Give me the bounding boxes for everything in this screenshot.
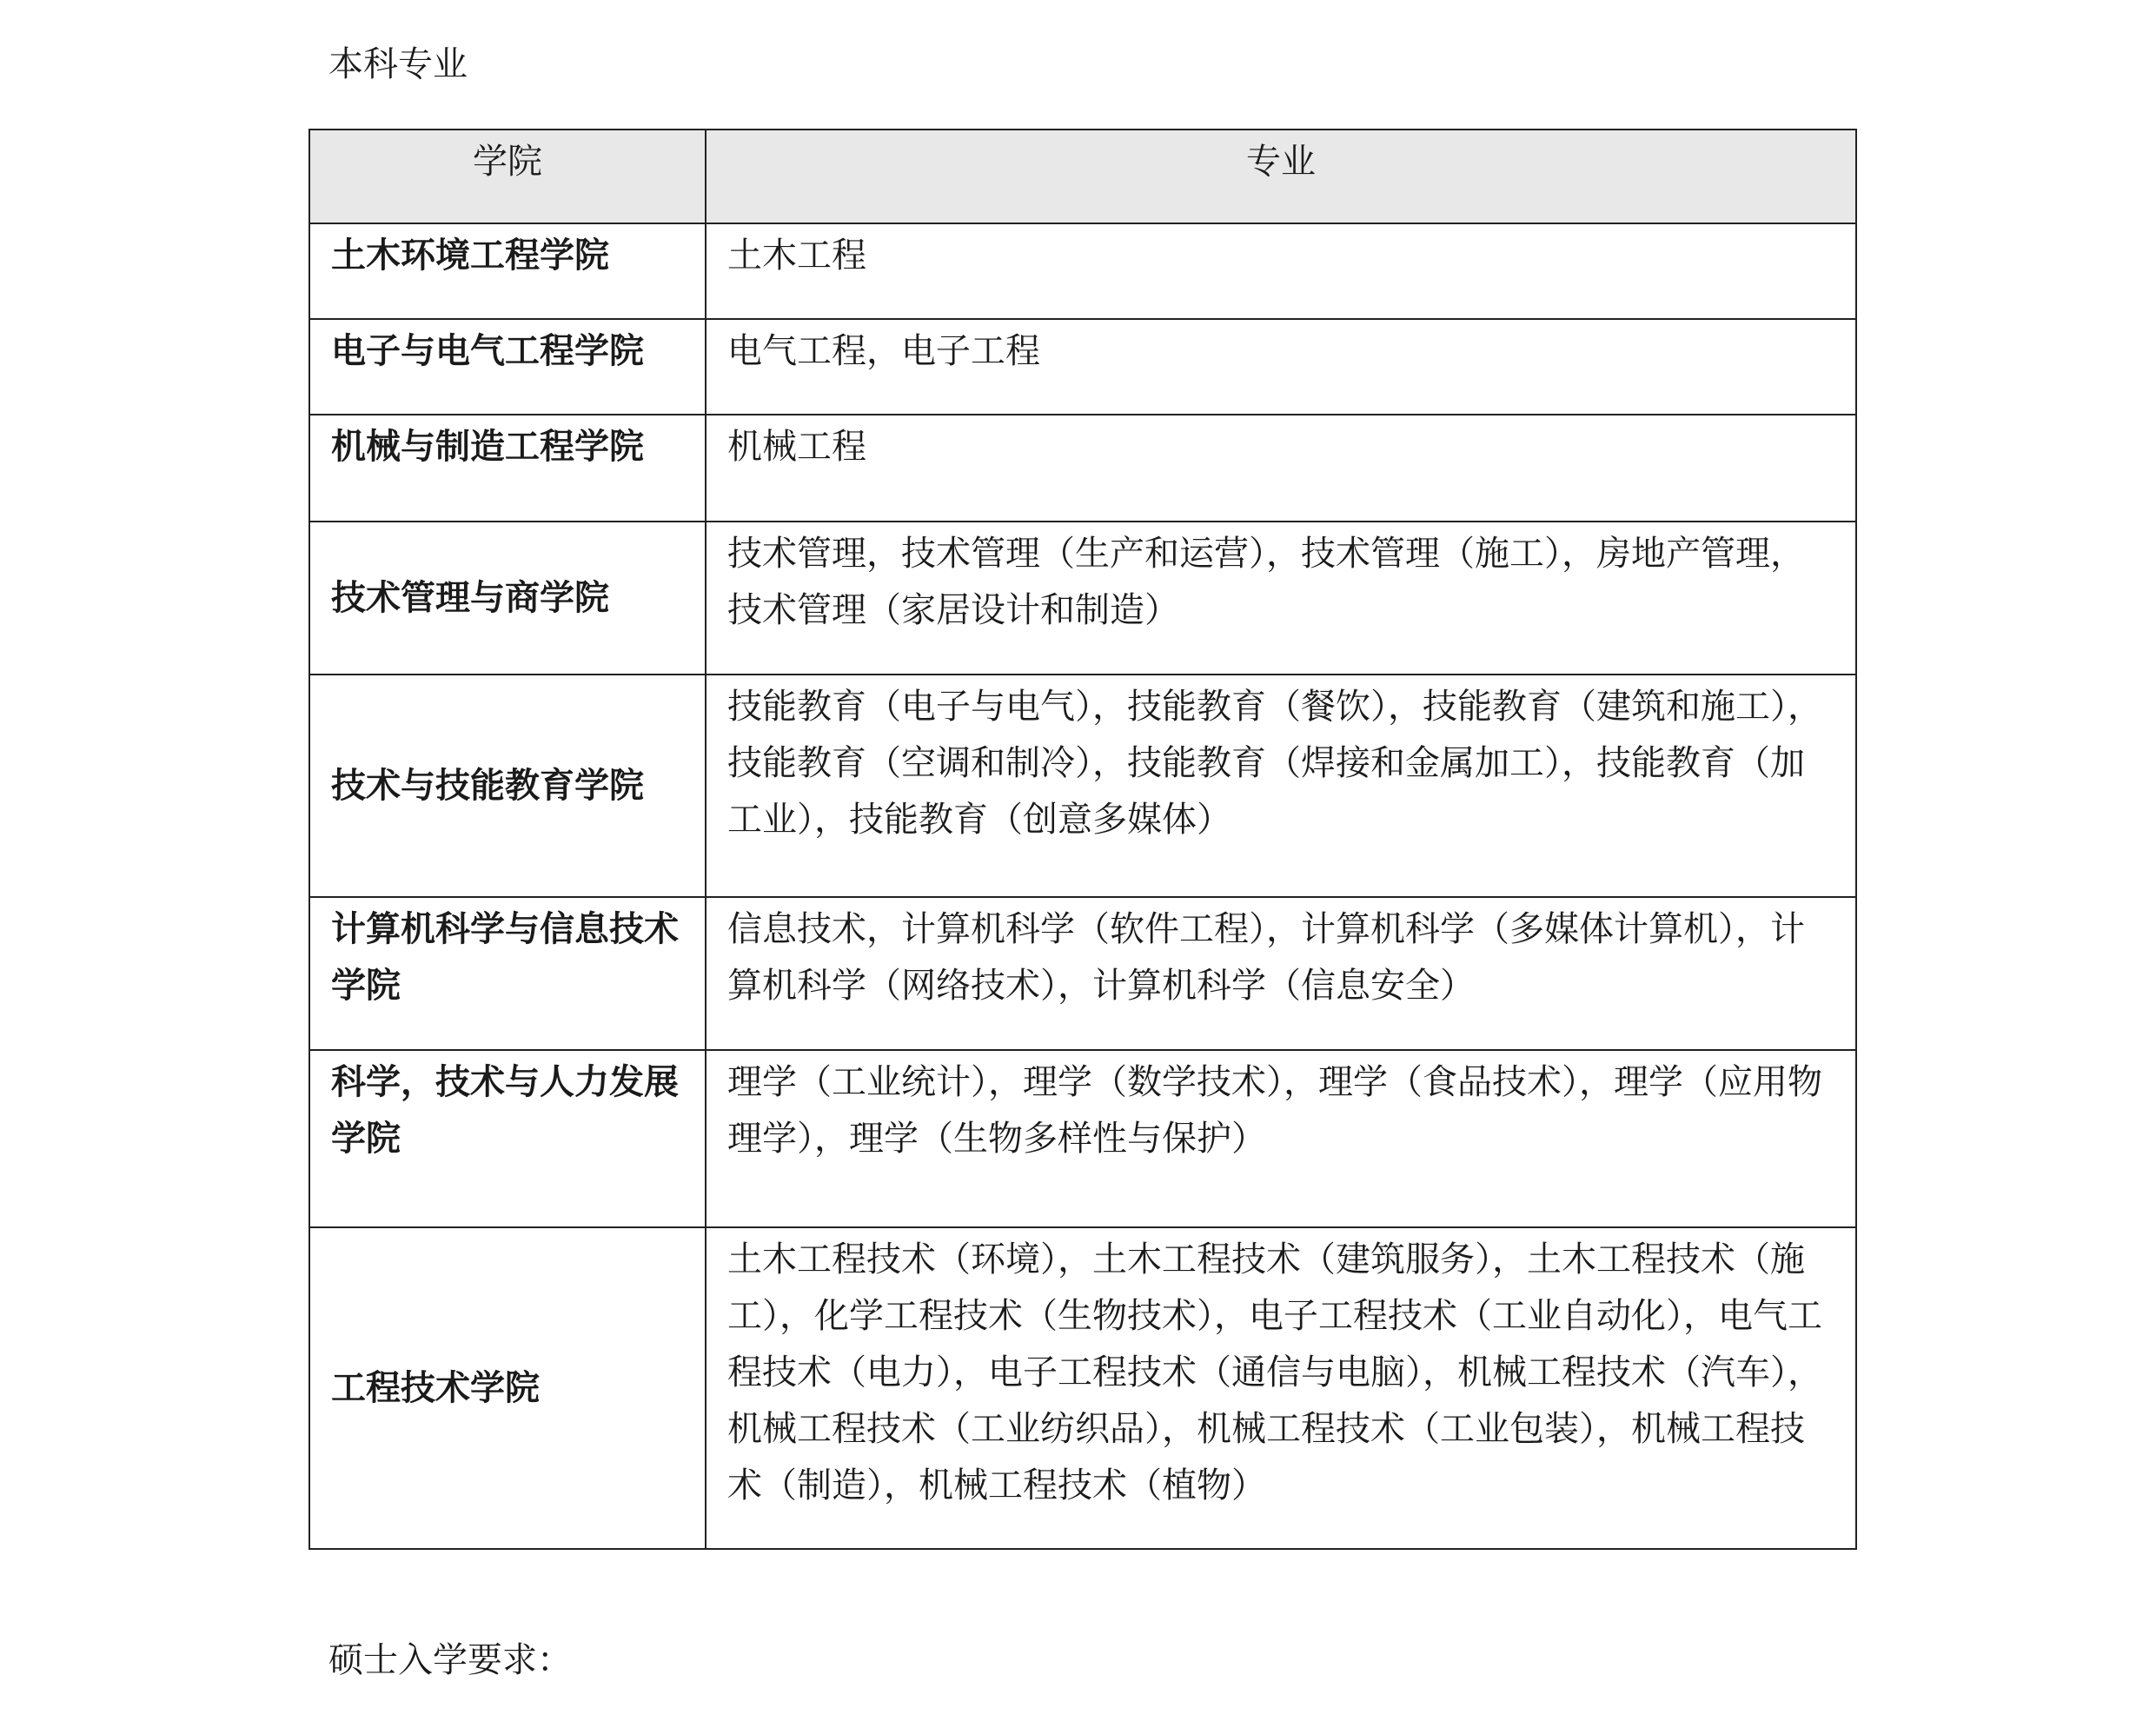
- header-college: 学院: [309, 130, 706, 223]
- table-row: [309, 675, 1856, 897]
- table-row: [309, 1227, 1856, 1549]
- section-title: 本科专业: [328, 44, 468, 84]
- college-cell: 技术管理与商学院: [309, 522, 706, 675]
- table-row: [309, 1050, 1856, 1227]
- college-cell: 工程技术学院: [309, 1227, 706, 1549]
- table-row: [309, 415, 1856, 522]
- majors-cell: 技术管理，技术管理（生产和运营），技术管理（施工），房地产管理，技术管理（家居设计和制造）: [706, 522, 1856, 675]
- table-row: [309, 522, 1856, 675]
- majors-table: [308, 129, 1857, 1550]
- footer-heading: 硕士入学要求：: [328, 1640, 572, 1680]
- majors-cell: 技能教育（电子与电气），技能教育（餐饮），技能教育（建筑和施工），技能教育（空调和制冷），技能教育（焊接和金属加工），技能教育（加工业），技能教育（创意多媒体）: [706, 675, 1856, 897]
- table-row: [309, 223, 1856, 319]
- table-row: [309, 319, 1856, 415]
- college-cell: 科学，技术与人力发展学院: [309, 1050, 706, 1227]
- college-cell: 技术与技能教育学院: [309, 675, 706, 897]
- college-cell: 机械与制造工程学院: [309, 415, 706, 522]
- table-row: [309, 897, 1856, 1050]
- college-cell: 土木环境工程学院: [309, 223, 706, 319]
- majors-cell: 理学（工业统计），理学（数学技术），理学（食品技术），理学（应用物理学），理学（生物多样性与保护）: [706, 1050, 1856, 1227]
- table-header-row: [309, 130, 1856, 223]
- college-cell: 计算机科学与信息技术学院: [309, 897, 706, 1050]
- majors-cell: 机械工程: [706, 415, 1856, 522]
- college-cell: 电子与电气工程学院: [309, 319, 706, 415]
- header-major: 专业: [706, 130, 1856, 223]
- majors-cell: 电气工程，电子工程: [706, 319, 1856, 415]
- majors-cell: 信息技术，计算机科学（软件工程），计算机科学（多媒体计算机），计算机科学（网络技术），计算机科学（信息安全）: [706, 897, 1856, 1050]
- majors-cell: 土木工程: [706, 223, 1856, 319]
- majors-cell: 土木工程技术（环境），土木工程技术（建筑服务），土木工程技术（施工），化学工程技术（生物技术），电子工程技术（工业自动化），电气工程技术（电力），电子工程技术（通信与电脑），机械工程技术（汽车），机械工程技术（工业纺织品），机械工程技术（工业包装），机械工程技术（制造），机械工程技术（植物）: [706, 1227, 1856, 1549]
